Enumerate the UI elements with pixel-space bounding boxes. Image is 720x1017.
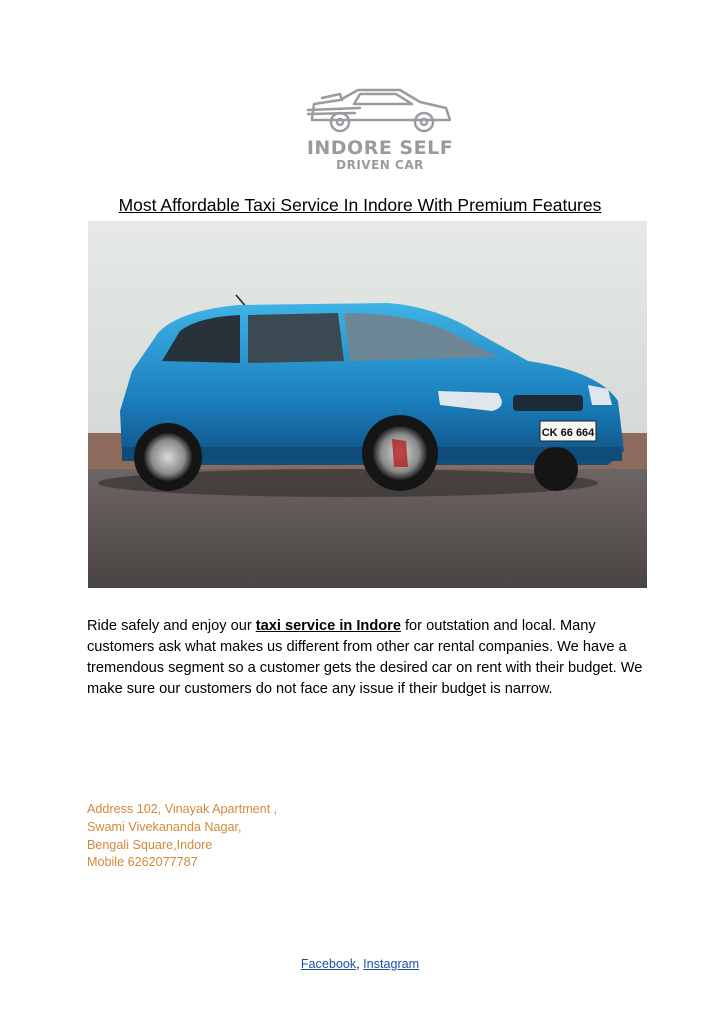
address-line-2: Swami Vivekananda Nagar,: [87, 819, 242, 834]
address-line-3: Bengali Square,Indore: [87, 837, 213, 852]
mobile-number: Mobile 6262077787: [87, 855, 198, 870]
logo-text-line2: DRIVEN CAR: [336, 158, 424, 172]
hero-car-image: [88, 221, 647, 588]
logo-text-line1: INDORE SELF: [306, 137, 454, 159]
instagram-link[interactable]: Instagram: [363, 957, 420, 971]
car-logo-icon: [300, 80, 460, 140]
description-text-start: Ride safely and enjoy our: [87, 618, 256, 634]
social-separator: ,: [356, 957, 364, 971]
taxi-service-link[interactable]: taxi service in Indore: [255, 618, 401, 634]
brand-logo: [300, 80, 460, 180]
facebook-link[interactable]: Facebook: [300, 957, 357, 971]
description-paragraph: [87, 616, 647, 700]
license-plate: CK 66 664: [541, 427, 595, 439]
description-text-end: for outstation and local. Many customers ask what makes us different from other car rental companies. We have a tremendous segment so a customer gets the desired car on rent with their budget. We make sure our customers do not face any issue if their budget is narrow.: [87, 618, 643, 697]
contact-address: [87, 801, 387, 872]
social-links: [0, 956, 720, 972]
address-line-1: Address 102, Vinayak Apartment ,: [87, 802, 278, 816]
page-title[interactable]: Most Affordable Taxi Service In Indore With Premium Features: [118, 195, 602, 215]
